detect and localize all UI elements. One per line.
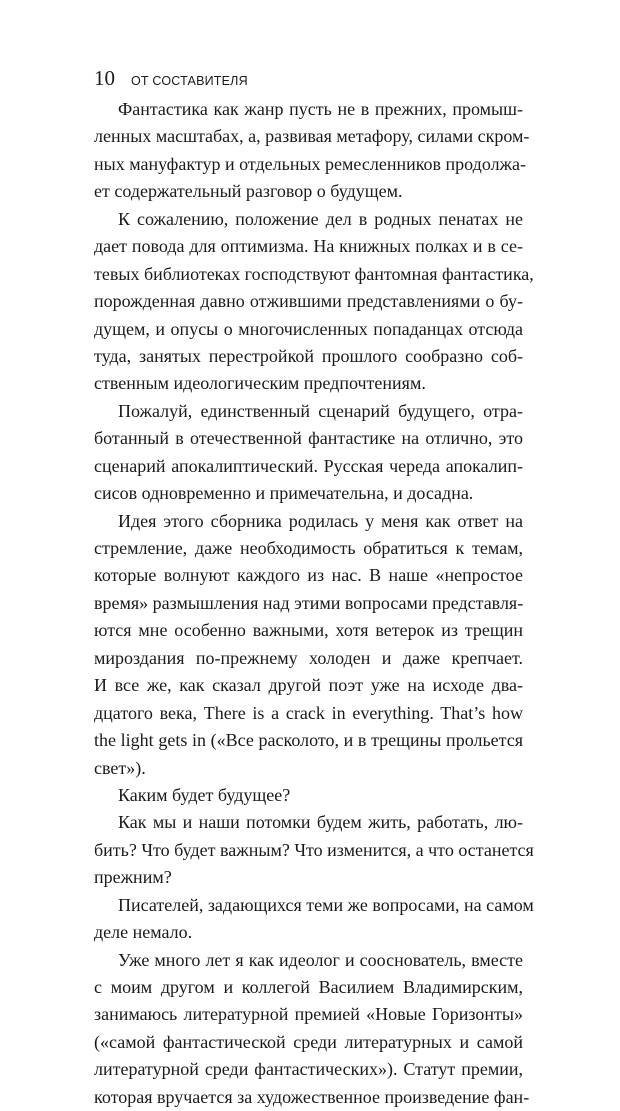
- text-line: с моим другом и коллегой Василием Владимирским,: [94, 977, 523, 997]
- text-line: Фантастика как жанр пусть не в прежних, промыш-: [118, 99, 523, 119]
- text-line: которые волнуют каждого из нас. В наше «непростое: [94, 565, 523, 586]
- text-line: туда, занятых перестройкой прошлого сообразно соб-: [94, 345, 523, 366]
- body-text: [94, 96, 534, 1107]
- text-line: Как мы и наши потомки будем жить, работать, лю-: [118, 812, 523, 833]
- text-line: сценарий апокалиптический. Русская череда апокалип-: [94, 455, 523, 476]
- text-line: порожденная давно отжившими представлениями о бу-: [94, 291, 523, 312]
- text-line: ленных масштабах, а, развивая метафору, силами скром-: [94, 126, 530, 147]
- text-line: Каким будет будущее?: [118, 784, 291, 805]
- text-line: мироздания по-прежнему холоден и даже крепчает.: [94, 647, 523, 668]
- text-line: деле немало.: [94, 922, 193, 943]
- text-line: the light gets in («Все расколото, и в трещины прольется: [94, 730, 523, 751]
- text-line: литературной среди фантастических»). Статут премии,: [94, 1059, 523, 1080]
- text-line: время» размышления над этими вопросами представля-: [94, 592, 524, 613]
- text-line: И все же, как сказал другой поэт уже на исходе два-: [94, 675, 523, 696]
- text-line: ственным идеологическим предпочтениям.: [94, 373, 426, 394]
- text-line: свет»).: [94, 757, 146, 778]
- text-line: Писателей, задающихся теми же вопросами, на самом: [118, 894, 534, 915]
- text-line: тевых библиотеках господствуют фантомная фантастика,: [94, 263, 534, 284]
- page-number: 10: [94, 66, 115, 90]
- text-line: ботанный в отечественной фантастике на отлично, это: [94, 428, 523, 449]
- text-line: прежним?: [94, 867, 172, 888]
- text-line: дущем, и опусы о многочисленных попаданцах отсюда: [94, 318, 523, 339]
- text-line: Уже много лет я как идеолог и сооснователь, вместе: [118, 949, 523, 970]
- text-line: стремление, даже необходимость обратиться к темам,: [94, 538, 523, 558]
- text-line: дцатого века, There is a crack in everything. That’s how: [94, 702, 523, 723]
- text-line: Пожалуй, единственный сценарий будущего, отра-: [118, 400, 523, 421]
- text-line: ных мануфактур и отдельных ремесленников продолжа-: [94, 153, 526, 174]
- text-line: ются мне особенно важными, хотя ветерок из трещин: [94, 620, 523, 641]
- text-line: К сожалению, положение дел в родных пенатах не: [118, 208, 523, 229]
- text-line: бить? Что будет важным? Что изменится, а что останется: [94, 839, 534, 860]
- text-line: дает повода для оптимизма. На книжных полках и в се-: [94, 236, 523, 257]
- text-line: занимаюсь литературной премией «Новые Горизонты»: [94, 1004, 523, 1025]
- text-line: ет содержательный разговор о будущем.: [94, 181, 403, 202]
- text-line: («самой фантастической среди литературных и самой: [94, 1031, 523, 1052]
- page-header: [94, 66, 248, 92]
- text-line: которая вручается за художественное произведение фан-: [94, 1086, 530, 1107]
- text-line: сисов одновременно и примечательна, и досадна.: [94, 483, 474, 504]
- text-line: Идея этого сборника родилась у меня как ответ на: [118, 510, 523, 531]
- running-head: ОТ СОСТАВИТЕЛЯ: [131, 74, 248, 88]
